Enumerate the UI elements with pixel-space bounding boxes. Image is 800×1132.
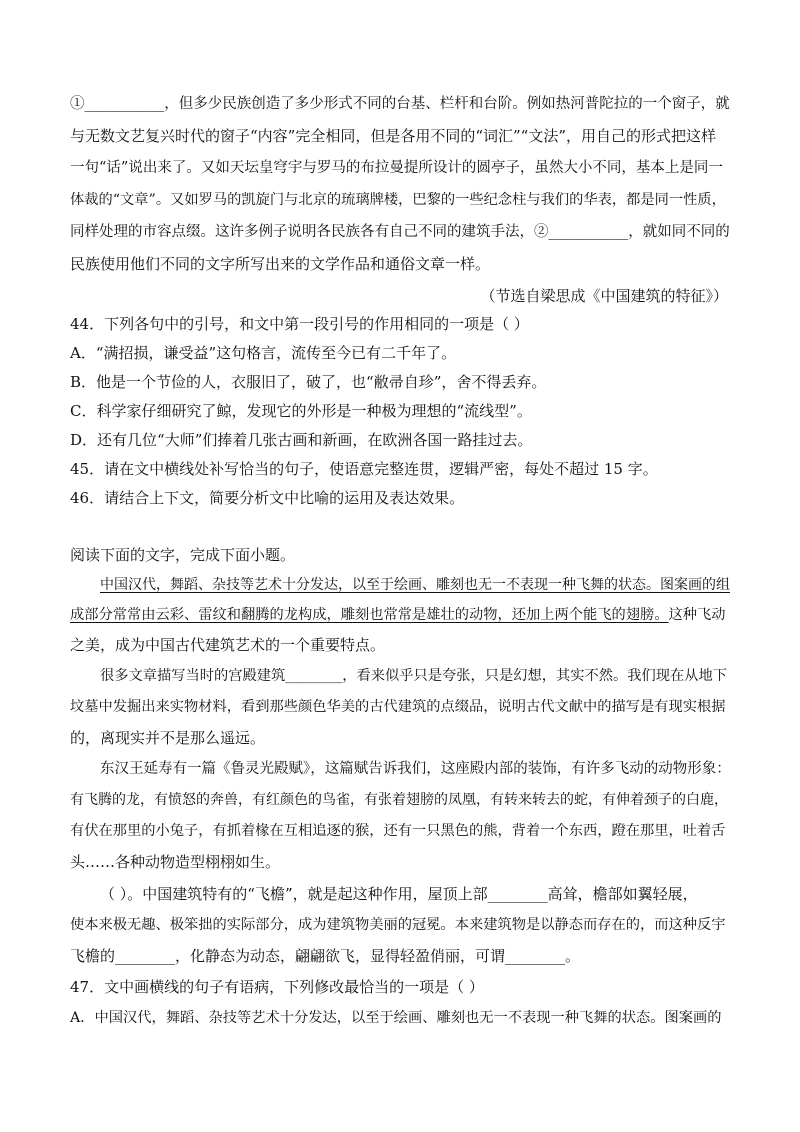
underlined-sentence-part-2: 成部分常常由云彩、雷纹和翻腾的龙构成，雕刻也常常是雄壮的动物，还加上两个能飞的翅膀。: [70, 607, 669, 623]
passage1-source: （节选自梁思成《中国建筑的特征》）: [480, 287, 728, 305]
passage2-p1-line-3: 之美，成为中国古代建筑艺术的一个重要特点。: [70, 636, 386, 654]
passage1-line-2: 与无数文艺复兴时代的窗子“内容”完全相同，但是各用不同的“词汇”“文法”，用自己的形式把这样: [70, 127, 717, 145]
passage2-p3-line-4: 头……各种动物造型栩栩如生。: [70, 853, 281, 871]
question-44-option-b: B．他是一个节俭的人，衣服旧了，破了，也“敝帚自珍”，舍不得丢弃。: [70, 373, 547, 391]
question-44-option-d: D．还有几位“大师”们捧着几张古画和新画，在欧洲各国一路挂过去。: [70, 431, 533, 449]
question-47: 47．文中画横线的句子有语病，下列修改最恰当的一项是（ ）: [70, 978, 484, 996]
question-47-option-a: A．中国汉代，舞蹈、杂技等艺术十分发达，以至于绘画、雕刻也无一不表现一种飞舞的状态。图案画的: [70, 1010, 722, 1026]
passage2-intro: 阅读下面的文字，完成下面小题。: [70, 546, 296, 564]
question-44-option-c: C．科学家仔细研究了鲸，发现它的外形是一种极为理想的“流线型”。: [70, 402, 532, 420]
passage2-p4-line-3: 飞檐的________，化静态为动态，翩翩欲飞，显得轻盈俏丽，可谓________。: [70, 947, 581, 965]
passage2-p1-line-1: [100, 575, 730, 595]
passage2-p3-line-2: 有飞腾的龙，有愤怒的奔兽，有红颜色的鸟雀，有张着翅膀的凤凰，有转来转去的蛇，有伸着颈子的白鹿，: [70, 792, 728, 808]
passage2-p2-line-3: 的，离现实并不是那么遥远。: [70, 729, 266, 747]
passage1-line-1: ①___________，但多少民族创造了多少形式不同的台基、栏杆和台阶。例如热河普陀拉的一个窗子，就: [70, 96, 730, 112]
passage1-line-6: 民族使用他们不同的文字所写出来的文学作品和通俗文章一样。: [70, 255, 491, 273]
passage2-p1-line-2: [70, 605, 726, 625]
passage2-p3-line-3: 有伏在那里的小兔子，有抓着椽在互相追逐的猴，还有一只黑色的熊，背着一个东西，蹬在那里，吐着舌: [70, 823, 726, 839]
passage2-p2-line-1: 很多文章描写当时的宫殿建筑________，看来似乎只是夸张，只是幻想，其实不然。我们现在从地下: [100, 668, 728, 684]
passage2-p2-line-2: 坟墓中发掘出来实物材料，看到那些颜色华美的古代建筑的点缀品，说明古代文献中的描写是有现实根据: [70, 699, 726, 715]
passage1-line-3: 一句“话”说出来了。又如天坛皇穹宇与罗马的布拉曼提所设计的圆亭子，虽然大小不同，基本上是同一: [70, 160, 723, 176]
question-46: 46．请结合上下文，简要分析文中比喻的运用及表达效果。: [70, 489, 465, 507]
passage2-p4-line-2: 使本来极无趣、极笨拙的实际部分，成为建筑物美丽的冠冕。本来建筑物是以静态而存在的，而这种反宇: [70, 917, 726, 933]
passage2-p4-line-1: （ ）。中国建筑特有的“飞檐”，就是起这种作用，屋顶上部________高耸，檐部如翼轻展，: [100, 885, 698, 903]
passage2-p1-line-2-rest: 这种飞动: [668, 607, 726, 623]
underlined-sentence-part-1: 中国汉代，舞蹈、杂技等艺术十分发达，以至于绘画、雕刻也无一不表现一种飞舞的状态。图案画的组: [100, 577, 730, 593]
passage1-line-4: 体裁的“文章”。又如罗马的凯旋门与北京的琉璃牌楼，巴黎的一些纪念柱与我们的华表，都是同一性质，: [70, 192, 726, 208]
question-44-option-a: A．“满招损，谦受益”这句格言，流传至今已有二千年了。: [70, 344, 457, 362]
question-45: 45．请在文中横线处补写恰当的句子，使语意完整连贯，逻辑严密，每处不超过 15 字。: [70, 460, 658, 478]
passage2-p3-line-1: 东汉王延寿有一篇《鲁灵光殿赋》，这篇赋告诉我们，这座殿内部的装饰，有许多飞动的动物形象：: [100, 761, 731, 777]
question-44: 44．下列各句中的引号，和文中第一段引号的作用相同的一项是（ ）: [70, 315, 529, 333]
passage1-line-5: 同样处理的市容点缀。这许多例子说明各民族各有自己不同的建筑手法，②___________，就如同不同的: [70, 224, 730, 240]
